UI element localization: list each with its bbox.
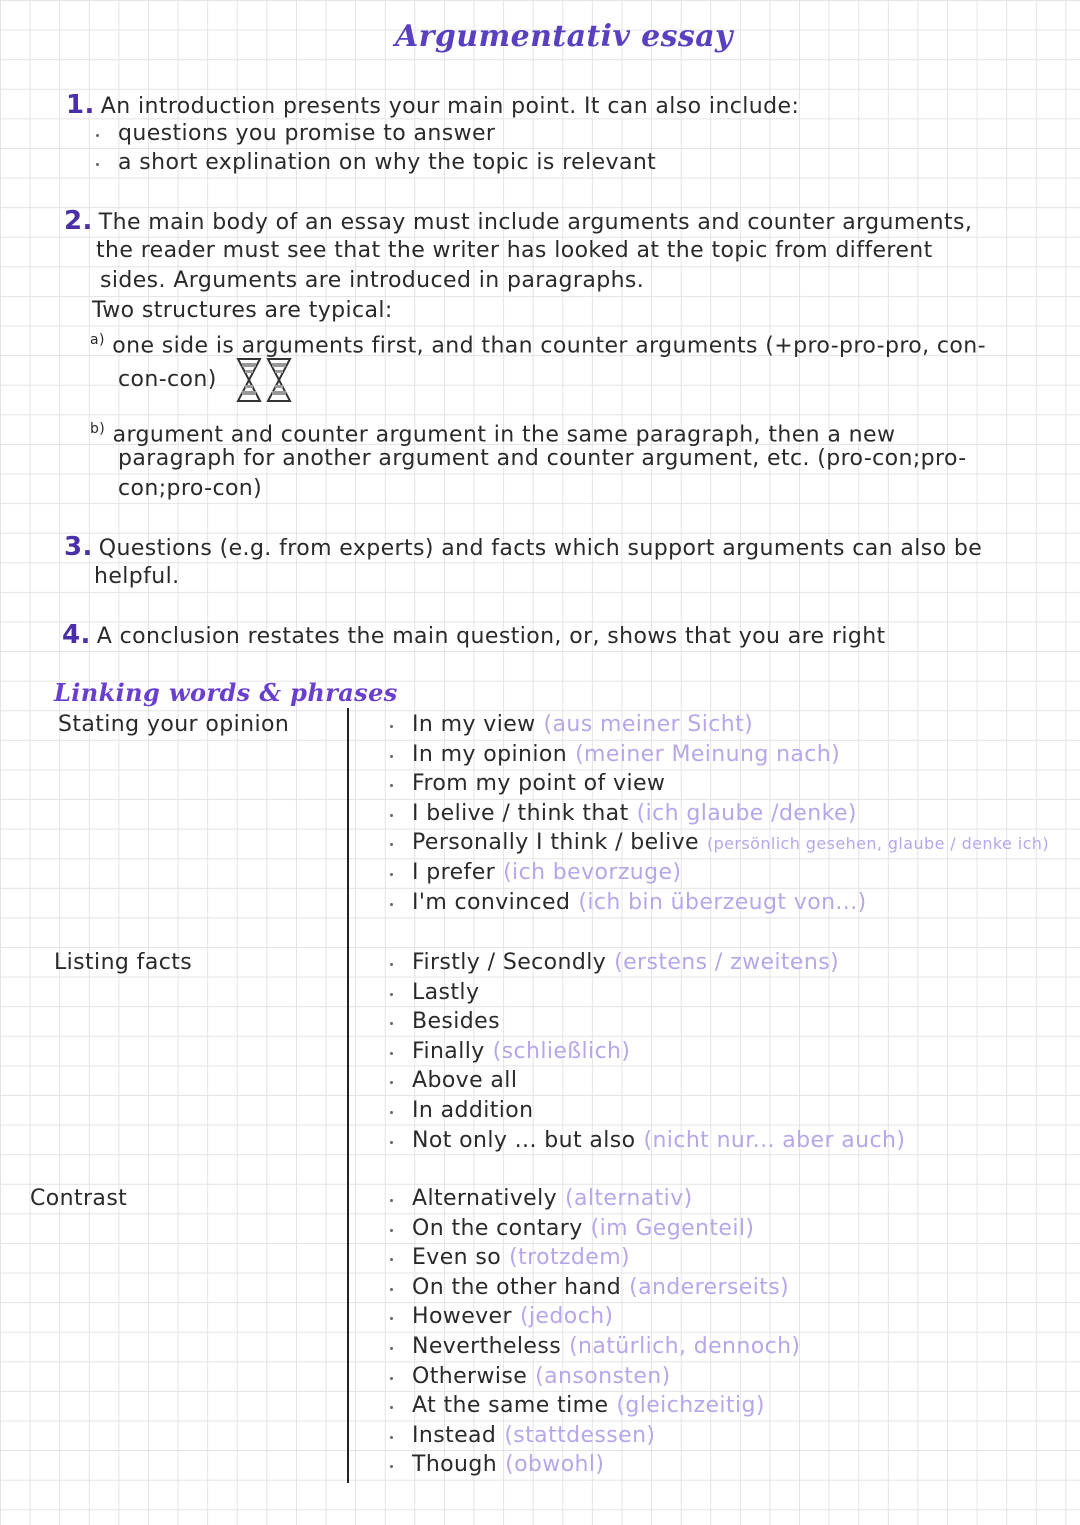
- phrase-en: From my point of view: [412, 771, 666, 796]
- phrase-translation: (im Gegenteil): [590, 1216, 755, 1241]
- phrase-en: At the same time: [412, 1393, 609, 1418]
- section-heading: Linking words & phrases: [54, 678, 398, 707]
- phrase-row: [412, 950, 839, 976]
- point-text: Questions (e.g. from experts) and facts which support arguments can also be: [98, 536, 983, 561]
- phrase-en: Personally I think / belive: [412, 830, 699, 855]
- phrase-en: In my view: [412, 712, 536, 737]
- bullet-text: a short explination on why the topic is relevant: [118, 150, 657, 175]
- page-title: Argumentativ essay: [395, 19, 733, 54]
- bullet-dot: [390, 1347, 393, 1350]
- phrase-row: [412, 830, 1049, 857]
- phrase-translation: (obwohl): [505, 1452, 605, 1477]
- phrase-en: However: [412, 1304, 512, 1329]
- phrase-en: Even so: [412, 1245, 502, 1270]
- phrase-row: [412, 980, 487, 1006]
- phrase-en: I belive / think that: [412, 801, 629, 826]
- bullet-dot: [390, 1052, 393, 1055]
- phrase-translation: (ich bin überzeugt von...): [578, 890, 867, 915]
- phrase-en: Otherwise: [412, 1364, 528, 1389]
- section-label: Stating your opinion: [58, 712, 290, 737]
- phrase-translation: (gleichzeitig): [616, 1393, 765, 1418]
- phrase-row: [412, 801, 857, 827]
- bullet-dot: [390, 1317, 393, 1320]
- phrase-en: Not only ... but also: [412, 1128, 636, 1153]
- bullet-dot: [390, 784, 393, 787]
- phrase-translation: (stattdessen): [504, 1423, 656, 1448]
- point-text: A conclusion restates the main question, or, shows that you are right: [96, 624, 886, 649]
- phrase-row: [412, 742, 840, 768]
- phrase-row: [412, 1128, 905, 1154]
- phrase-row: [412, 1364, 671, 1390]
- point-text: An introduction presents your main point. It can also include:: [100, 94, 800, 119]
- phrase-en: Alternatively: [412, 1186, 558, 1211]
- structure-text: con;pro-con): [118, 476, 263, 501]
- point-number: 2.: [64, 206, 93, 236]
- phrase-row: [412, 1334, 800, 1360]
- phrase-en: Lastly: [412, 980, 480, 1005]
- phrase-en: Besides: [412, 1009, 500, 1034]
- phrase-en: In addition: [412, 1098, 534, 1123]
- bullet-dot: [390, 1436, 393, 1439]
- bullet-dot: [390, 1229, 393, 1232]
- point-4: [62, 622, 886, 650]
- phrase-row: [412, 890, 867, 916]
- point-text: Two structures are typical:: [92, 298, 393, 323]
- phrase-en: Finally: [412, 1039, 485, 1064]
- structure-a-cont: [118, 357, 294, 403]
- phrase-translation: (andererseits): [629, 1275, 790, 1300]
- phrase-row: [412, 1304, 613, 1330]
- bullet-dot: [390, 1141, 393, 1144]
- bullet-dot: [390, 1288, 393, 1291]
- phrase-translation: (erstens / zweitens): [614, 950, 840, 975]
- point-text: the reader must see that the writer has looked at the topic from different: [96, 238, 933, 263]
- phrase-en: Firstly / Secondly: [412, 950, 607, 975]
- bullet-dot: [390, 1081, 393, 1084]
- phrase-en: In my opinion: [412, 742, 568, 767]
- bullet-dot: [390, 1022, 393, 1025]
- phrase-en: Instead: [412, 1423, 497, 1448]
- point-text: sides. Arguments are introduced in paragraphs.: [100, 268, 645, 293]
- point-number: 3.: [64, 532, 93, 562]
- column-divider: [347, 708, 349, 1483]
- point-text: The main body of an essay must include arguments and counter arguments,: [98, 210, 973, 235]
- structure-text: paragraph for another argument and counter argument, etc. (pro-con;pro-: [118, 446, 967, 471]
- bullet-text: questions you promise to answer: [118, 121, 496, 146]
- phrase-row: [412, 771, 673, 797]
- phrase-row: [412, 1216, 754, 1242]
- bullet-dot: [390, 903, 393, 906]
- phrase-translation: (jedoch): [519, 1304, 614, 1329]
- phrase-en: I prefer: [412, 860, 496, 885]
- phrase-translation: (trotzdem): [509, 1245, 631, 1270]
- bullet-dot: [390, 993, 393, 996]
- bullet-dot: [390, 755, 393, 758]
- hourglass-icon: [234, 357, 294, 403]
- phrase-translation: (ich glaube /denke): [636, 801, 857, 826]
- structure-b: [90, 416, 895, 448]
- structure-text: argument and counter argument in the same paragraph, then a new: [112, 422, 896, 448]
- structure-a: [90, 327, 986, 359]
- bullet-dot: [390, 1111, 393, 1114]
- point-text: helpful.: [94, 564, 180, 589]
- phrase-row: [412, 1423, 655, 1449]
- phrase-row: [412, 712, 753, 738]
- point-number: 4.: [62, 620, 91, 650]
- phrase-translation: (meiner Meinung nach): [575, 742, 841, 767]
- phrase-row: [412, 1186, 693, 1212]
- phrase-row: [412, 860, 681, 886]
- phrase-translation: (persönlich gesehen, glaube / denke ich): [706, 834, 1049, 853]
- bullet-dot: [96, 134, 99, 137]
- phrase-row: [412, 1245, 630, 1271]
- phrase-en: On the contary: [412, 1216, 583, 1241]
- phrase-row: [412, 1393, 765, 1419]
- phrase-row: [412, 1009, 508, 1035]
- point-3: [64, 534, 982, 562]
- phrase-en: Though: [412, 1452, 498, 1477]
- structure-label: b): [90, 421, 106, 437]
- bullet-dot: [390, 814, 393, 817]
- point-2: [64, 208, 972, 236]
- phrase-row: [412, 1039, 630, 1065]
- bullet-dot: [390, 963, 393, 966]
- bullet-dot: [390, 725, 393, 728]
- structure-label: a): [90, 332, 105, 348]
- phrase-row: [412, 1452, 604, 1478]
- structure-text: one side is arguments first, and than counter arguments (+pro-pro-pro, con-: [112, 333, 986, 359]
- phrase-en: Above all: [412, 1068, 518, 1093]
- phrase-translation: (schließlich): [492, 1039, 631, 1064]
- phrase-translation: (natürlich, dennoch): [569, 1334, 801, 1359]
- phrase-row: [412, 1275, 789, 1301]
- bullet-dot: [390, 1465, 393, 1468]
- phrase-translation: (aus meiner Sicht): [543, 712, 754, 737]
- phrase-translation: (alternativ): [565, 1186, 693, 1211]
- phrase-translation: (nicht nur... aber auch): [643, 1128, 906, 1153]
- phrase-row: [412, 1068, 525, 1094]
- phrase-en: On the other hand: [412, 1275, 622, 1300]
- structure-text: con-con): [118, 367, 217, 392]
- bullet-dot: [390, 873, 393, 876]
- point-1: [66, 92, 799, 120]
- phrase-en: Nevertheless: [412, 1334, 562, 1359]
- point-number: 1.: [66, 90, 95, 120]
- bullet-dot: [96, 163, 99, 166]
- bullet-dot: [390, 1199, 393, 1202]
- bullet-dot: [390, 1406, 393, 1409]
- section-label: Listing facts: [54, 950, 193, 975]
- phrase-row: [412, 1098, 542, 1124]
- bullet-dot: [390, 1258, 393, 1261]
- phrase-translation: (ich bevorzuge): [503, 860, 682, 885]
- phrase-translation: (ansonsten): [535, 1364, 671, 1389]
- bullet-dot: [390, 1377, 393, 1380]
- phrase-en: I'm convinced: [412, 890, 571, 915]
- section-label: Contrast: [30, 1186, 128, 1211]
- bullet-dot: [390, 843, 393, 846]
